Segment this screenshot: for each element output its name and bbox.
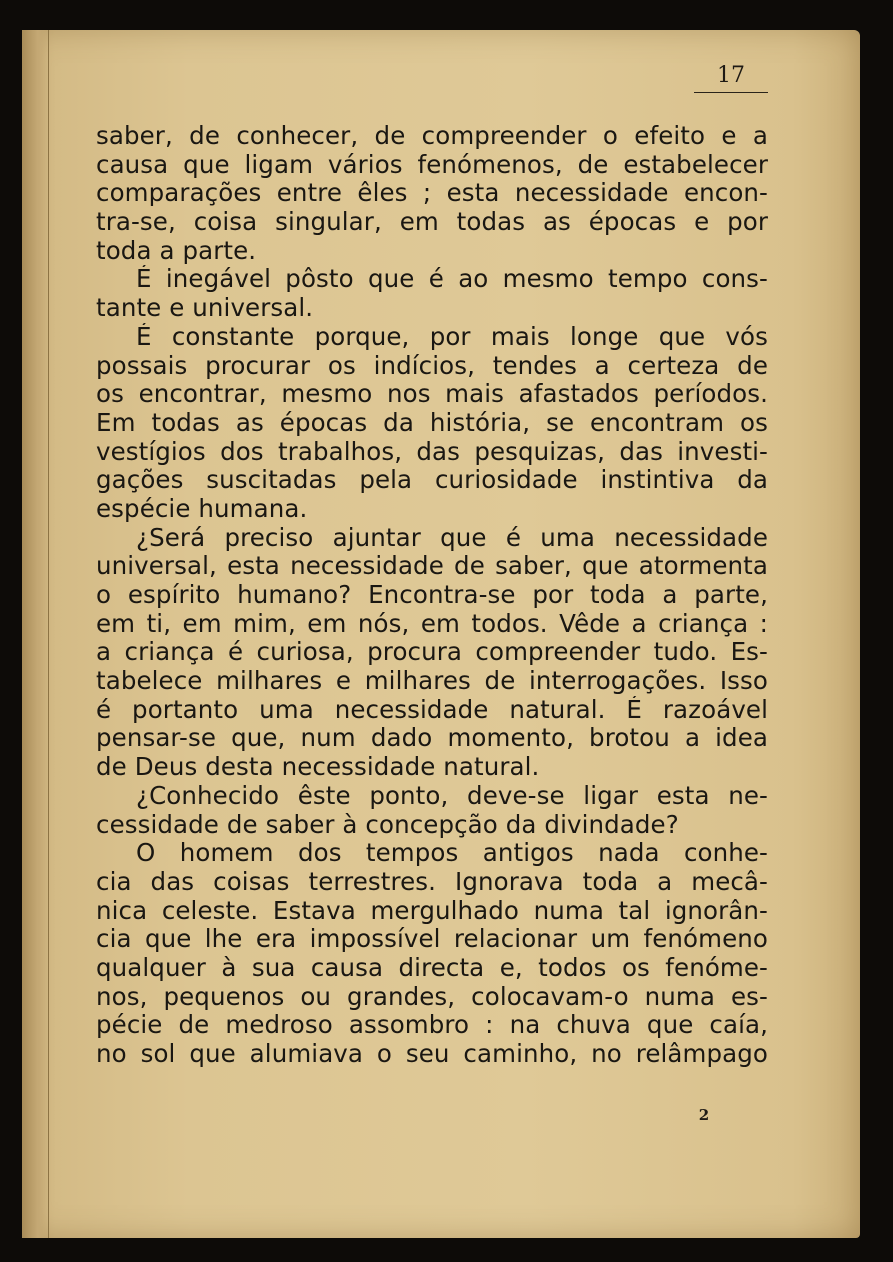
signature-mark: 2 bbox=[698, 1106, 710, 1124]
page-number: 17 bbox=[717, 63, 745, 88]
text-line: cia das coisas terrestres. Ignorava toda a mecâ- bbox=[96, 867, 768, 896]
text-line: de Deus desta necessidade natural. bbox=[96, 753, 540, 782]
text-line: cessidade de saber à concepção da divindade? bbox=[96, 810, 679, 839]
text-line: a criança é curiosa, procura compreender tudo. Es- bbox=[96, 638, 768, 667]
text-line: É inegável pôsto que é ao mesmo tempo cons- bbox=[136, 265, 768, 294]
text-line: pécie de medroso assombro : na chuva que caía, bbox=[96, 1011, 768, 1040]
text-line: tabelece milhares e milhares de interrogações. Isso bbox=[96, 667, 768, 696]
text-line: nica celeste. Estava mergulhado numa tal ignorân- bbox=[96, 896, 768, 925]
text-line: no sol que alumiava o seu caminho, no relâmpago bbox=[96, 1040, 768, 1068]
body-text bbox=[96, 122, 768, 1069]
text-line: Em todas as épocas da história, se encontram os bbox=[96, 408, 768, 437]
text-line: tante e universal. bbox=[96, 294, 314, 323]
text-line: nos, pequenos ou grandes, colocavam-o numa es- bbox=[96, 982, 768, 1011]
text-line: em ti, em mim, em nós, em todos. Vêde a criança : bbox=[96, 609, 768, 638]
text-line: os encontrar, mesmo nos mais afastados períodos. bbox=[96, 380, 768, 409]
text-line: qualquer à sua causa directa e, todos os fenóme- bbox=[96, 953, 768, 982]
page-spine-shadow bbox=[22, 30, 49, 1238]
header-rule bbox=[694, 92, 768, 93]
text-line: ¿Conhecido êste ponto, deve-se ligar esta ne- bbox=[136, 781, 768, 810]
text-line: tra-se, coisa singular, em todas as épocas e por bbox=[96, 208, 768, 237]
text-line: toda a parte. bbox=[96, 236, 257, 265]
text-line: causa que ligam vários fenómenos, de estabelecer bbox=[96, 150, 768, 179]
text-line: É constante porque, por mais longe que vós bbox=[136, 322, 768, 351]
text-line: O homem dos tempos antigos nada conhe- bbox=[136, 839, 768, 868]
text-line: vestígios dos trabalhos, das pesquizas, das investi- bbox=[96, 437, 768, 466]
text-line: saber, de conhecer, de compreender o efeito e a bbox=[96, 122, 768, 150]
text-line: pensar-se que, num dado momento, brotou a idea bbox=[96, 724, 768, 753]
text-line: o espírito humano? Encontra-se por toda a parte, bbox=[96, 581, 768, 609]
text-line: possais procurar os indícios, tendes a certeza de bbox=[96, 351, 768, 380]
text-line: gações suscitadas pela curiosidade instintiva da bbox=[96, 466, 768, 495]
text-line: espécie humana. bbox=[96, 494, 308, 523]
text-line: é portanto uma necessidade natural. É razoável bbox=[96, 695, 768, 724]
text-line: universal, esta necessidade de saber, que atormenta bbox=[96, 552, 768, 581]
text-line: ¿Será preciso ajuntar que é uma necessidade bbox=[136, 523, 768, 552]
text-line: comparações entre êles ; esta necessidade encon- bbox=[96, 179, 768, 208]
text-line: cia que lhe era impossível relacionar um fenómeno bbox=[96, 925, 768, 954]
